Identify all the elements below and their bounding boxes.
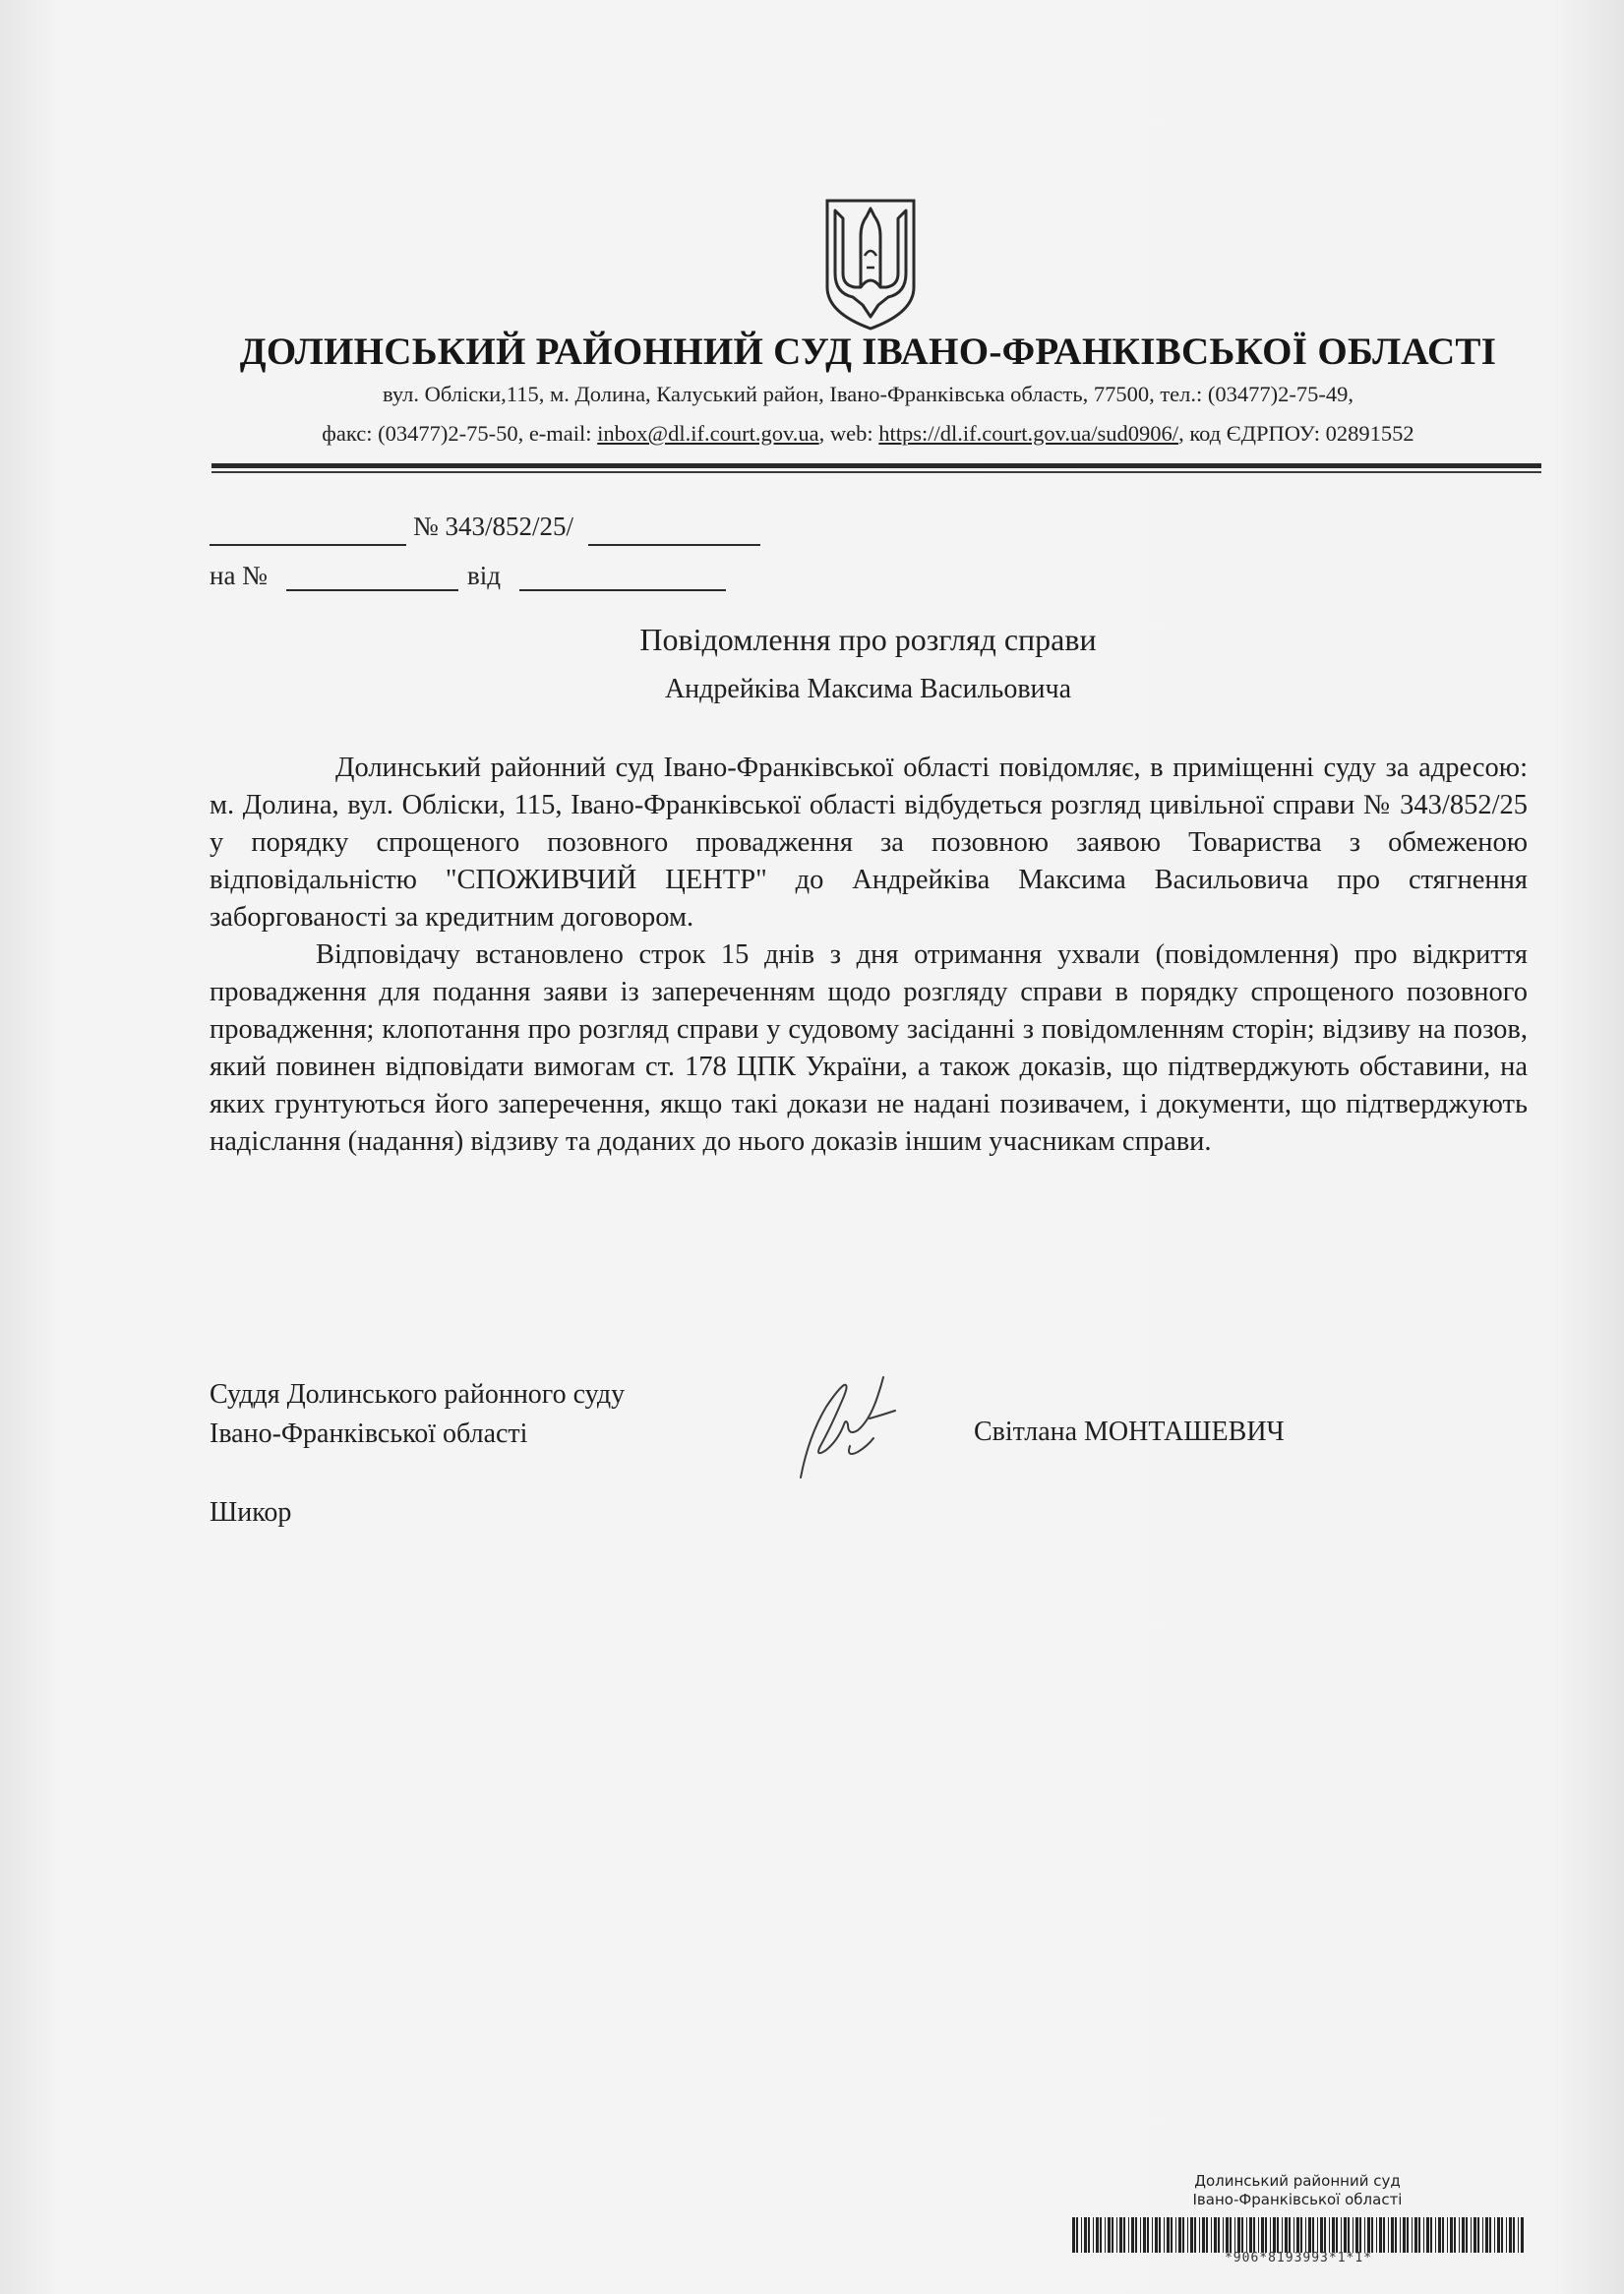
barcode-bar: [1119, 2217, 1122, 2253]
barcode-bar: [1167, 2217, 1170, 2253]
barcode-bar: [1332, 2217, 1335, 2253]
barcode-bar: [1403, 2217, 1406, 2253]
barcode-bar: [1265, 2217, 1267, 2253]
barcode-bar: [1466, 2217, 1468, 2253]
judge-title-line-1: Суддя Долинського районного суду: [210, 1379, 626, 1410]
reply-to-blank: [286, 589, 458, 591]
barcode-bar: [1081, 2217, 1082, 2253]
barcode-bar: [1143, 2217, 1146, 2253]
barcode-bar: [1395, 2217, 1397, 2253]
barcode-bar: [1447, 2217, 1448, 2253]
barcode-bar: [1128, 2217, 1129, 2253]
barcode-bar: [1214, 2217, 1217, 2253]
barcode-bar: [1190, 2217, 1193, 2253]
barcode-bar: [1400, 2217, 1401, 2253]
judge-title: [210, 1375, 625, 1454]
barcode-text: *906*8193993*1*1*: [1224, 2251, 1373, 2265]
barcode-bar: [1072, 2217, 1075, 2253]
barcode-bar: [1182, 2217, 1184, 2253]
barcode-bar: [1194, 2217, 1196, 2253]
court-address: вул. Обліски,115, м. Долина, Калуський район, Івано-Франківська область, 77500, тел.: (03477)2-75-49,: [383, 382, 1353, 406]
barcode-bar: [1482, 2217, 1483, 2253]
barcode-bar: [1152, 2217, 1153, 2253]
barcode-bar: [1391, 2217, 1394, 2253]
barcode-bar: [1273, 2217, 1276, 2253]
barcode-bar: [1293, 2217, 1294, 2253]
barcode-bar: [1171, 2217, 1173, 2253]
notice-paragraph-1: Долинський районний суд Івано-Франківської області повідомляє, в приміщенні суду за адресою: м. Долина, вул. Обліски, 115, Івано-Франківської області відбудеться розгляд цивільної справи № 343/852/25 у порядку спрощеного позовного провадження за позовною заявою Товариства з обмеженою відповідальністю "СПОЖИВЧИЙ ЦЕНТР" до Андрейківа Максима Васильовича про стягнення заборгованості за кредитним договором.: [210, 753, 1528, 933]
barcode-bar: [1246, 2217, 1247, 2253]
barcode-bar: [1223, 2217, 1224, 2253]
barcode-bar: [1435, 2217, 1436, 2253]
court-stamp: [1070, 2172, 1525, 2209]
barcode-bar: [1258, 2217, 1259, 2253]
barcode-bar: [1336, 2217, 1338, 2253]
barcode-bar: [1285, 2217, 1288, 2253]
barcode-bar: [1379, 2217, 1382, 2253]
barcode-bar: [1261, 2217, 1264, 2253]
barcode-bar: [1489, 2217, 1491, 2253]
barcode-bar: [1423, 2217, 1424, 2253]
barcode-bar: [1513, 2217, 1515, 2253]
barcode-bar: [1412, 2217, 1413, 2253]
barcode-bar: [1430, 2217, 1432, 2253]
notice-subtitle: Андрейківа Максима Васильовича: [664, 674, 1072, 704]
outgoing-date-blank: [210, 544, 406, 546]
barcode-bar: [1178, 2217, 1181, 2253]
fax-label: факс: (03477)2-75-50, e-mail:: [322, 421, 598, 446]
stamp-line-2: Івано-Франківської області: [1192, 2191, 1403, 2208]
barcode-bar: [1341, 2217, 1342, 2253]
barcode-bar: [1438, 2217, 1441, 2253]
barcode-bar: [1454, 2217, 1456, 2253]
barcode-bar: [1277, 2217, 1279, 2253]
barcode-bar: [1202, 2217, 1205, 2253]
barcode-bar: [1093, 2217, 1094, 2253]
stamp-line-1: Долинський районний суд: [1194, 2172, 1401, 2190]
barcode-bar: [1462, 2217, 1465, 2253]
web-link[interactable]: https://dl.if.court.gov.ua/sud0906/: [878, 421, 1179, 446]
date-blank: [519, 589, 726, 591]
barcode-bar: [1308, 2217, 1311, 2253]
barcode-bar: [1312, 2217, 1314, 2253]
barcode-bar: [1367, 2217, 1370, 2253]
court-contacts: [0, 421, 1624, 447]
web-label: , web:: [818, 421, 879, 446]
header-divider: [211, 463, 1541, 468]
barcode-bar: [1317, 2217, 1318, 2253]
barcode-bar: [1407, 2217, 1409, 2253]
barcode-bar: [1494, 2217, 1495, 2253]
barcode-bar: [1300, 2217, 1302, 2253]
barcode-bar: [1355, 2217, 1358, 2253]
barcode-bar: [1364, 2217, 1365, 2253]
barcode-bar: [1076, 2217, 1078, 2253]
barcode-bar: [1442, 2217, 1444, 2253]
barcode-bar: [1459, 2217, 1460, 2253]
header-divider-thin: [211, 471, 1541, 473]
barcode-bar: [1506, 2217, 1507, 2253]
barcode-bar: [1289, 2217, 1291, 2253]
edrpou-label: , код ЄДРПОУ: 02891552: [1178, 421, 1414, 446]
notice-paragraph-2: Відповідачу встановлено строк 15 днів з дня отримання ухвали (повідомлення) про відкриття провадження для подання заяви із запереченням щодо розгляду справи в порядку спрощеного позовного провадження; клопотання про розгляд справи у судовому засіданні з повідомленням сторін; відзиву на позов, який повинен відповідати вимогам ст. 178 ЦПК України, а також доказів, що підтверджують обставини, на яких грунтуються його заперечення, якщо такі докази не надані позивачем, і документи, що підтверджують надіслання (надання) відзиву та доданих до нього доказів іншим учасникам справи.: [210, 939, 1528, 1157]
barcode-bar: [1282, 2217, 1283, 2253]
judge-name: Світлана МОНТАШЕВИЧ: [974, 1417, 1285, 1447]
barcode-bar: [1501, 2217, 1503, 2253]
barcode-bar: [1112, 2217, 1113, 2253]
handwritten-signature-icon: [787, 1367, 934, 1485]
barcode-bar: [1237, 2217, 1240, 2253]
barcode-bar: [1105, 2217, 1106, 2253]
barcode-bar: [1450, 2217, 1453, 2253]
barcode-bar: [1388, 2217, 1389, 2253]
court-name: ДОЛИНСЬКИЙ РАЙОННИЙ СУД ІВАНО-ФРАНКІВСЬКОЇ ОБЛАСТІ: [239, 331, 1497, 373]
barcode-bar: [1100, 2217, 1102, 2253]
barcode-bar: [1414, 2217, 1417, 2253]
barcode-bar: [1147, 2217, 1149, 2253]
reply-to-label: на №: [210, 561, 268, 590]
barcode-bar: [1230, 2217, 1232, 2253]
barcode-bar: [1320, 2217, 1323, 2253]
barcode-bar: [1471, 2217, 1472, 2253]
barcode-bar: [1253, 2217, 1255, 2253]
barcode-bar: [1206, 2217, 1208, 2253]
date-label: від: [467, 561, 501, 590]
barcode-bar: [1509, 2217, 1512, 2253]
barcode-bar: [1296, 2217, 1299, 2253]
barcode-bar: [1088, 2217, 1090, 2253]
barcode-bar: [1155, 2217, 1158, 2253]
barcode-bar: [1518, 2217, 1519, 2253]
case-number-blank: [588, 544, 760, 546]
barcode-bar: [1359, 2217, 1361, 2253]
barcode-bar: [1135, 2217, 1137, 2253]
barcode-bar: [1234, 2217, 1235, 2253]
barcode-bar: [1344, 2217, 1347, 2253]
barcode-bar: [1241, 2217, 1243, 2253]
clerk-name: Шикор: [210, 1497, 292, 1528]
barcode-bar: [1521, 2217, 1524, 2253]
barcode-bar: [1096, 2217, 1099, 2253]
barcode-bar: [1497, 2217, 1500, 2253]
barcode-bar: [1477, 2217, 1479, 2253]
barcode-bar: [1305, 2217, 1306, 2253]
barcode-bar: [1211, 2217, 1212, 2253]
barcode-bar: [1108, 2217, 1111, 2253]
barcode-bar: [1383, 2217, 1385, 2253]
barcode-bar: [1426, 2217, 1429, 2253]
email-link[interactable]: inbox@dl.if.court.gov.ua: [597, 421, 819, 446]
barcode-bar: [1164, 2217, 1165, 2253]
barcode: [1072, 2217, 1525, 2253]
barcode-bar: [1123, 2217, 1125, 2253]
barcode-bar: [1131, 2217, 1134, 2253]
case-number: № 343/852/25/: [413, 512, 574, 541]
barcode-bar: [1199, 2217, 1200, 2253]
barcode-bar: [1249, 2217, 1252, 2253]
barcode-bar: [1159, 2217, 1161, 2253]
judge-title-line-2: Івано-Франківської області: [210, 1419, 528, 1449]
barcode-bar: [1084, 2217, 1087, 2253]
barcode-bar: [1116, 2217, 1117, 2253]
barcode-bar: [1474, 2217, 1476, 2253]
barcode-bar: [1376, 2217, 1377, 2253]
barcode-bar: [1324, 2217, 1326, 2253]
barcode-bar: [1418, 2217, 1420, 2253]
barcode-bar: [1348, 2217, 1350, 2253]
barcode-bar: [1187, 2217, 1188, 2253]
barcode-bar: [1140, 2217, 1141, 2253]
barcode-bar: [1226, 2217, 1229, 2253]
barcode-bar: [1218, 2217, 1220, 2253]
barcode-bar: [1175, 2217, 1176, 2253]
tryzub-emblem-icon: [821, 197, 920, 332]
notice-title: Повідомлення про розгляд справи: [639, 622, 1097, 657]
barcode-bar: [1329, 2217, 1330, 2253]
barcode-bar: [1270, 2217, 1271, 2253]
barcode-bar: [1485, 2217, 1488, 2253]
barcode-bar: [1371, 2217, 1373, 2253]
